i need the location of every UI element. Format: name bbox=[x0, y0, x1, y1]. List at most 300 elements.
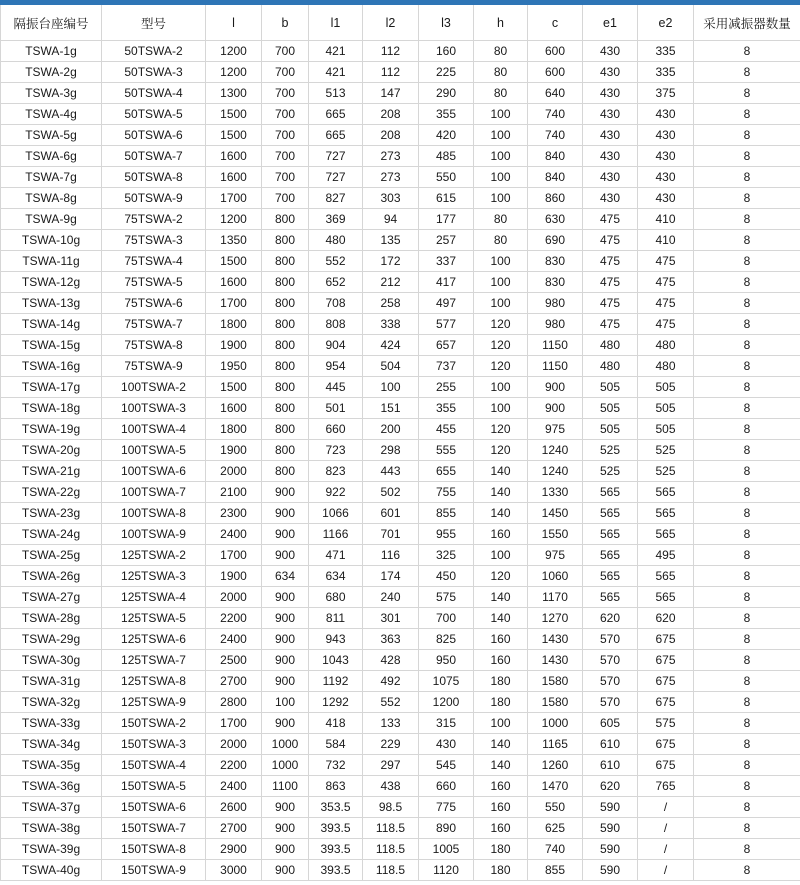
table-row bbox=[1, 104, 800, 125]
table-row bbox=[1, 734, 800, 755]
cell: / bbox=[638, 818, 694, 839]
cell: 337 bbox=[419, 251, 474, 272]
table-row bbox=[1, 188, 800, 209]
cell: 430 bbox=[583, 104, 638, 125]
cell: 900 bbox=[262, 839, 309, 860]
cell: 8 bbox=[694, 797, 800, 818]
column-header: l bbox=[206, 5, 262, 41]
cell: 393.5 bbox=[309, 860, 363, 881]
cell: 8 bbox=[694, 566, 800, 587]
cell: 552 bbox=[363, 692, 419, 713]
cell: 369 bbox=[309, 209, 363, 230]
cell: 505 bbox=[638, 377, 694, 398]
cell: 100TSWA-9 bbox=[102, 524, 206, 545]
cell: TSWA-27g bbox=[1, 587, 102, 608]
cell: 1900 bbox=[206, 440, 262, 461]
cell: 800 bbox=[262, 335, 309, 356]
column-header: l3 bbox=[419, 5, 474, 41]
cell: 665 bbox=[309, 125, 363, 146]
cell: 8 bbox=[694, 713, 800, 734]
cell: 565 bbox=[583, 503, 638, 524]
cell: TSWA-9g bbox=[1, 209, 102, 230]
cell: 150TSWA-5 bbox=[102, 776, 206, 797]
cell: 601 bbox=[363, 503, 419, 524]
cell: 640 bbox=[528, 83, 583, 104]
cell: 732 bbox=[309, 755, 363, 776]
cell: 8 bbox=[694, 776, 800, 797]
cell: 100 bbox=[474, 146, 528, 167]
cell: 1600 bbox=[206, 146, 262, 167]
cell: TSWA-13g bbox=[1, 293, 102, 314]
cell: 1270 bbox=[528, 608, 583, 629]
cell: TSWA-32g bbox=[1, 692, 102, 713]
cell: TSWA-37g bbox=[1, 797, 102, 818]
table-header bbox=[1, 5, 800, 41]
cell: 151 bbox=[363, 398, 419, 419]
cell: 75TSWA-7 bbox=[102, 314, 206, 335]
cell: 565 bbox=[638, 566, 694, 587]
cell: 954 bbox=[309, 356, 363, 377]
cell: 297 bbox=[363, 755, 419, 776]
cell: 120 bbox=[474, 356, 528, 377]
cell: 8 bbox=[694, 272, 800, 293]
cell: TSWA-18g bbox=[1, 398, 102, 419]
cell: 860 bbox=[528, 188, 583, 209]
cell: 900 bbox=[262, 713, 309, 734]
cell: 393.5 bbox=[309, 818, 363, 839]
cell: 8 bbox=[694, 419, 800, 440]
cell: 855 bbox=[419, 503, 474, 524]
cell: 584 bbox=[309, 734, 363, 755]
cell: 620 bbox=[638, 608, 694, 629]
cell: 2300 bbox=[206, 503, 262, 524]
cell: 290 bbox=[419, 83, 474, 104]
cell: TSWA-22g bbox=[1, 482, 102, 503]
cell: 150TSWA-6 bbox=[102, 797, 206, 818]
cell: 160 bbox=[474, 776, 528, 797]
cell: 660 bbox=[419, 776, 474, 797]
table-row bbox=[1, 377, 800, 398]
cell: 800 bbox=[262, 356, 309, 377]
cell: 475 bbox=[583, 293, 638, 314]
cell: 475 bbox=[638, 293, 694, 314]
cell: 1300 bbox=[206, 83, 262, 104]
cell: 160 bbox=[474, 818, 528, 839]
cell: 273 bbox=[363, 167, 419, 188]
cell: 430 bbox=[638, 125, 694, 146]
cell: 8 bbox=[694, 146, 800, 167]
cell: 50TSWA-3 bbox=[102, 62, 206, 83]
column-header: b bbox=[262, 5, 309, 41]
cell: 675 bbox=[638, 629, 694, 650]
cell: 1000 bbox=[262, 734, 309, 755]
cell: 430 bbox=[638, 104, 694, 125]
table-row bbox=[1, 608, 800, 629]
cell: 480 bbox=[583, 356, 638, 377]
cell: 1000 bbox=[262, 755, 309, 776]
cell: 480 bbox=[638, 335, 694, 356]
table-row bbox=[1, 860, 800, 881]
table-row bbox=[1, 629, 800, 650]
cell: TSWA-1g bbox=[1, 41, 102, 62]
cell: 565 bbox=[638, 503, 694, 524]
cell: TSWA-25g bbox=[1, 545, 102, 566]
cell: 2800 bbox=[206, 692, 262, 713]
cell: 943 bbox=[309, 629, 363, 650]
cell: 1150 bbox=[528, 356, 583, 377]
cell: 8 bbox=[694, 650, 800, 671]
cell: 700 bbox=[262, 41, 309, 62]
cell: 140 bbox=[474, 503, 528, 524]
table-row bbox=[1, 167, 800, 188]
cell: 657 bbox=[419, 335, 474, 356]
cell: 800 bbox=[262, 209, 309, 230]
table-row bbox=[1, 461, 800, 482]
table-row bbox=[1, 713, 800, 734]
cell: 353.5 bbox=[309, 797, 363, 818]
cell: 1900 bbox=[206, 335, 262, 356]
table-row bbox=[1, 503, 800, 524]
cell: 525 bbox=[583, 461, 638, 482]
cell: 100TSWA-8 bbox=[102, 503, 206, 524]
cell: 1120 bbox=[419, 860, 474, 881]
cell: 2900 bbox=[206, 839, 262, 860]
cell: 655 bbox=[419, 461, 474, 482]
cell: 1166 bbox=[309, 524, 363, 545]
cell: 630 bbox=[528, 209, 583, 230]
cell: 125TSWA-3 bbox=[102, 566, 206, 587]
table-row bbox=[1, 209, 800, 230]
cell: TSWA-34g bbox=[1, 734, 102, 755]
cell: 421 bbox=[309, 41, 363, 62]
header-row bbox=[1, 5, 800, 41]
cell: 660 bbox=[309, 419, 363, 440]
cell: 180 bbox=[474, 860, 528, 881]
cell: 634 bbox=[262, 566, 309, 587]
cell: 50TSWA-9 bbox=[102, 188, 206, 209]
cell: 1600 bbox=[206, 272, 262, 293]
cell: 428 bbox=[363, 650, 419, 671]
cell: 1165 bbox=[528, 734, 583, 755]
cell: 100 bbox=[262, 692, 309, 713]
cell: 420 bbox=[419, 125, 474, 146]
cell: 600 bbox=[528, 41, 583, 62]
cell: TSWA-38g bbox=[1, 818, 102, 839]
cell: 160 bbox=[474, 629, 528, 650]
cell: 80 bbox=[474, 209, 528, 230]
cell: 610 bbox=[583, 755, 638, 776]
cell: 174 bbox=[363, 566, 419, 587]
cell: 8 bbox=[694, 671, 800, 692]
cell: 1043 bbox=[309, 650, 363, 671]
cell: 273 bbox=[363, 146, 419, 167]
cell: 443 bbox=[363, 461, 419, 482]
cell: 375 bbox=[638, 83, 694, 104]
cell: 75TSWA-4 bbox=[102, 251, 206, 272]
cell: 475 bbox=[583, 314, 638, 335]
cell: 545 bbox=[419, 755, 474, 776]
cell: 150TSWA-8 bbox=[102, 839, 206, 860]
cell: 100 bbox=[474, 188, 528, 209]
cell: 100 bbox=[474, 545, 528, 566]
cell: 1800 bbox=[206, 314, 262, 335]
cell: 100 bbox=[474, 251, 528, 272]
cell: 325 bbox=[419, 545, 474, 566]
cell: 8 bbox=[694, 62, 800, 83]
cell: 120 bbox=[474, 440, 528, 461]
cell: 475 bbox=[583, 272, 638, 293]
cell: 120 bbox=[474, 566, 528, 587]
cell: 100 bbox=[474, 167, 528, 188]
cell: 800 bbox=[262, 293, 309, 314]
cell: 2100 bbox=[206, 482, 262, 503]
cell: 8 bbox=[694, 104, 800, 125]
cell: 430 bbox=[583, 146, 638, 167]
cell: 125TSWA-2 bbox=[102, 545, 206, 566]
cell: 755 bbox=[419, 482, 474, 503]
cell: 823 bbox=[309, 461, 363, 482]
column-header: c bbox=[528, 5, 583, 41]
cell: 8 bbox=[694, 734, 800, 755]
cell: 980 bbox=[528, 293, 583, 314]
cell: 410 bbox=[638, 209, 694, 230]
table-row bbox=[1, 671, 800, 692]
cell: 497 bbox=[419, 293, 474, 314]
cell: 8 bbox=[694, 167, 800, 188]
cell: 1580 bbox=[528, 692, 583, 713]
table-row bbox=[1, 440, 800, 461]
table-row bbox=[1, 230, 800, 251]
cell: 100 bbox=[363, 377, 419, 398]
cell: 675 bbox=[638, 650, 694, 671]
cell: 140 bbox=[474, 734, 528, 755]
cell: 1240 bbox=[528, 440, 583, 461]
cell: 100 bbox=[474, 377, 528, 398]
cell: 565 bbox=[583, 587, 638, 608]
cell: 737 bbox=[419, 356, 474, 377]
cell: 80 bbox=[474, 230, 528, 251]
cell: 150TSWA-4 bbox=[102, 755, 206, 776]
cell: 1200 bbox=[206, 41, 262, 62]
cell: / bbox=[638, 797, 694, 818]
cell: 150TSWA-3 bbox=[102, 734, 206, 755]
cell: 257 bbox=[419, 230, 474, 251]
cell: 75TSWA-9 bbox=[102, 356, 206, 377]
cell: 605 bbox=[583, 713, 638, 734]
cell: 8 bbox=[694, 83, 800, 104]
cell: 430 bbox=[583, 41, 638, 62]
cell: 665 bbox=[309, 104, 363, 125]
table-row bbox=[1, 398, 800, 419]
cell: 140 bbox=[474, 482, 528, 503]
cell: TSWA-21g bbox=[1, 461, 102, 482]
column-header: 型号 bbox=[102, 5, 206, 41]
table-row bbox=[1, 251, 800, 272]
cell: 212 bbox=[363, 272, 419, 293]
cell: 565 bbox=[638, 524, 694, 545]
cell: 975 bbox=[528, 419, 583, 440]
cell: 140 bbox=[474, 461, 528, 482]
cell: 2600 bbox=[206, 797, 262, 818]
cell: 2400 bbox=[206, 776, 262, 797]
cell: 150TSWA-2 bbox=[102, 713, 206, 734]
table-body bbox=[1, 41, 800, 881]
cell: 100 bbox=[474, 713, 528, 734]
cell: 50TSWA-2 bbox=[102, 41, 206, 62]
cell: 150TSWA-9 bbox=[102, 860, 206, 881]
cell: 438 bbox=[363, 776, 419, 797]
cell: 50TSWA-5 bbox=[102, 104, 206, 125]
cell: 620 bbox=[583, 776, 638, 797]
cell: 1200 bbox=[206, 62, 262, 83]
cell: TSWA-4g bbox=[1, 104, 102, 125]
cell: 1600 bbox=[206, 167, 262, 188]
cell: 8 bbox=[694, 608, 800, 629]
cell: 255 bbox=[419, 377, 474, 398]
cell: 2400 bbox=[206, 524, 262, 545]
cell: 505 bbox=[583, 398, 638, 419]
cell: 2000 bbox=[206, 587, 262, 608]
cell: 675 bbox=[638, 755, 694, 776]
cell: 50TSWA-7 bbox=[102, 146, 206, 167]
cell: 475 bbox=[583, 230, 638, 251]
cell: 900 bbox=[262, 860, 309, 881]
cell: 900 bbox=[262, 650, 309, 671]
cell: 1260 bbox=[528, 755, 583, 776]
cell: 525 bbox=[583, 440, 638, 461]
cell: 75TSWA-2 bbox=[102, 209, 206, 230]
cell: 75TSWA-5 bbox=[102, 272, 206, 293]
table-row bbox=[1, 818, 800, 839]
cell: 505 bbox=[583, 419, 638, 440]
cell: TSWA-28g bbox=[1, 608, 102, 629]
cell: TSWA-29g bbox=[1, 629, 102, 650]
cell: 471 bbox=[309, 545, 363, 566]
cell: 900 bbox=[262, 545, 309, 566]
cell: 513 bbox=[309, 83, 363, 104]
cell: 8 bbox=[694, 398, 800, 419]
table-row bbox=[1, 587, 800, 608]
cell: TSWA-8g bbox=[1, 188, 102, 209]
table-row bbox=[1, 755, 800, 776]
cell: 590 bbox=[583, 818, 638, 839]
cell: 118.5 bbox=[363, 818, 419, 839]
cell: 8 bbox=[694, 335, 800, 356]
cell: 133 bbox=[363, 713, 419, 734]
cell: 135 bbox=[363, 230, 419, 251]
cell: 180 bbox=[474, 671, 528, 692]
cell: 900 bbox=[262, 482, 309, 503]
cell: TSWA-31g bbox=[1, 671, 102, 692]
cell: 240 bbox=[363, 587, 419, 608]
cell: 355 bbox=[419, 398, 474, 419]
cell: 700 bbox=[262, 146, 309, 167]
cell: 680 bbox=[309, 587, 363, 608]
table-row bbox=[1, 272, 800, 293]
cell: 118.5 bbox=[363, 860, 419, 881]
cell: 615 bbox=[419, 188, 474, 209]
cell: 100TSWA-5 bbox=[102, 440, 206, 461]
cell: 505 bbox=[638, 398, 694, 419]
cell: 50TSWA-8 bbox=[102, 167, 206, 188]
cell: 900 bbox=[262, 797, 309, 818]
column-header: e2 bbox=[638, 5, 694, 41]
cell: 480 bbox=[583, 335, 638, 356]
cell: / bbox=[638, 839, 694, 860]
cell: 634 bbox=[309, 566, 363, 587]
cell: 8 bbox=[694, 188, 800, 209]
cell: 100 bbox=[474, 398, 528, 419]
cell: 2700 bbox=[206, 818, 262, 839]
cell: 800 bbox=[262, 419, 309, 440]
cell: 723 bbox=[309, 440, 363, 461]
cell: 1000 bbox=[528, 713, 583, 734]
cell: 800 bbox=[262, 251, 309, 272]
cell: 900 bbox=[262, 818, 309, 839]
cell: 480 bbox=[638, 356, 694, 377]
column-header: h bbox=[474, 5, 528, 41]
cell: 740 bbox=[528, 104, 583, 125]
table-row bbox=[1, 797, 800, 818]
cell: 525 bbox=[638, 461, 694, 482]
cell: TSWA-2g bbox=[1, 62, 102, 83]
cell: 160 bbox=[474, 650, 528, 671]
cell: 112 bbox=[363, 62, 419, 83]
cell: 475 bbox=[583, 251, 638, 272]
cell: 303 bbox=[363, 188, 419, 209]
cell: 1292 bbox=[309, 692, 363, 713]
cell: 8 bbox=[694, 251, 800, 272]
cell: TSWA-12g bbox=[1, 272, 102, 293]
cell: 570 bbox=[583, 692, 638, 713]
spec-table bbox=[0, 5, 800, 881]
cell: 1430 bbox=[528, 629, 583, 650]
cell: 775 bbox=[419, 797, 474, 818]
cell: TSWA-11g bbox=[1, 251, 102, 272]
cell: 800 bbox=[262, 377, 309, 398]
cell: 75TSWA-6 bbox=[102, 293, 206, 314]
cell: 565 bbox=[583, 545, 638, 566]
cell: 811 bbox=[309, 608, 363, 629]
cell: 700 bbox=[262, 167, 309, 188]
cell: 552 bbox=[309, 251, 363, 272]
cell: 625 bbox=[528, 818, 583, 839]
cell: 50TSWA-4 bbox=[102, 83, 206, 104]
cell: 418 bbox=[309, 713, 363, 734]
cell: 904 bbox=[309, 335, 363, 356]
cell: 430 bbox=[583, 167, 638, 188]
cell: 485 bbox=[419, 146, 474, 167]
cell: 980 bbox=[528, 314, 583, 335]
cell: 100 bbox=[474, 272, 528, 293]
cell: 1470 bbox=[528, 776, 583, 797]
column-header: l2 bbox=[363, 5, 419, 41]
cell: 393.5 bbox=[309, 839, 363, 860]
cell: 208 bbox=[363, 125, 419, 146]
cell: 863 bbox=[309, 776, 363, 797]
cell: 8 bbox=[694, 818, 800, 839]
cell: 505 bbox=[583, 377, 638, 398]
cell: 8 bbox=[694, 482, 800, 503]
cell: 570 bbox=[583, 629, 638, 650]
cell: 855 bbox=[528, 860, 583, 881]
cell: 8 bbox=[694, 629, 800, 650]
cell: 502 bbox=[363, 482, 419, 503]
cell: 900 bbox=[262, 629, 309, 650]
cell: TSWA-15g bbox=[1, 335, 102, 356]
cell: 475 bbox=[638, 314, 694, 335]
cell: 430 bbox=[583, 125, 638, 146]
